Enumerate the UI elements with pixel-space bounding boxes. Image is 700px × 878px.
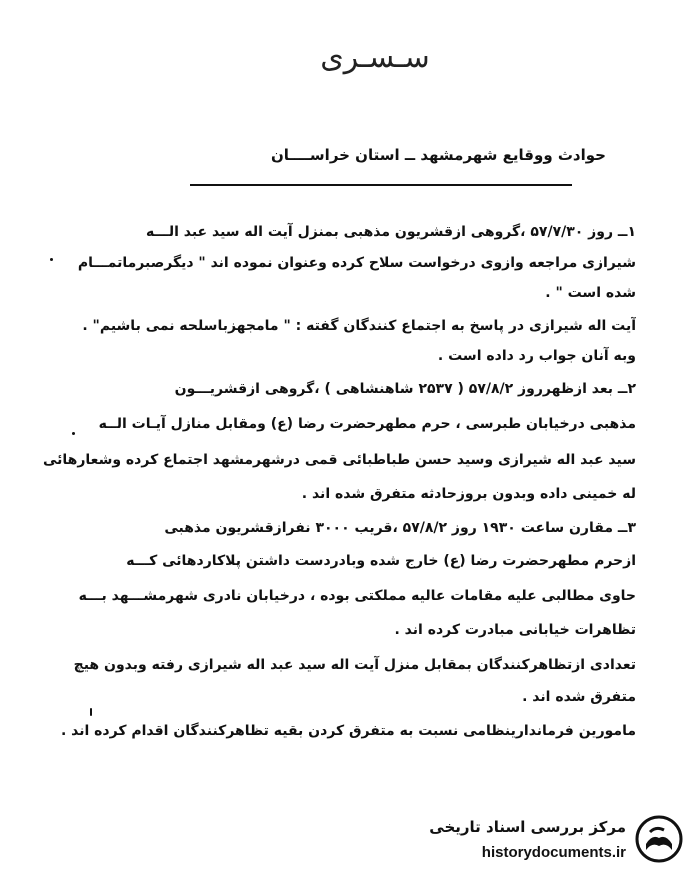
text-line: وبه آنان جواب رد داده است .	[437, 348, 636, 364]
text-line: متفرق شده اند .	[522, 689, 636, 705]
header-script: سـسـری	[320, 40, 430, 75]
ink-speck	[72, 432, 75, 435]
document-heading: حوادث ووقایع شهرمشهد ــ استان خراســــان	[270, 146, 606, 164]
text-line: شده است " .	[545, 285, 636, 301]
text-line: سید عبد اله شیرازی وسید حسن طباطبائی قمی درشهرمشهد اجتماع کرده وشعارهائی	[42, 452, 636, 468]
ink-speck	[50, 258, 53, 261]
text-line: ۳ــ مقارن ساعت ۱۹۳۰ روز ۵۷/۸/۲ ،قریب ۳۰۰۰ نفرازقشریون مذهبی	[164, 520, 636, 536]
ink-speck	[90, 708, 92, 716]
heading-underline	[190, 184, 572, 186]
text-line: حاوی مطالبی علیه مقامات عالیه مملکتی بوده ، درخیابان نادری شهرمشـــهد بـــه	[78, 588, 636, 604]
footer-title: مرکز بررسی اسناد تاریخی	[429, 818, 626, 836]
text-line: ازحرم مطهرحضرت رضا (ع) خارج شده وبادردست داشتن پلاکاردهائی کـــه	[126, 553, 636, 569]
text-line: شیرازی مراجعه وازوی درخواست سلاح کرده وعنوان نموده اند " دیگرصبرماتمـــام	[77, 255, 636, 271]
text-line: تعدادی ازتظاهرکنندگان بمقابل منزل آیت اله سید عبد اله شیرازی رفته وبدون هیچ	[73, 657, 636, 673]
footer-watermark	[420, 810, 690, 870]
book-icon	[634, 814, 684, 864]
text-line: مامورین فرماندارینظامی نسبت به متفرق کردن بقیه تظاهرکنندگان اقدام کرده اند .	[60, 723, 636, 739]
footer-url[interactable]: historydocuments.ir	[481, 844, 626, 861]
text-line: ۲ــ بعد ازظهرروز ۵۷/۸/۲ ( ۲۵۳۷ شاهنشاهی ) ،گروهی ازقشریـــون	[174, 381, 636, 397]
text-line: تظاهرات خیابانی مبادرت کرده اند .	[394, 622, 636, 638]
text-line: ۱ــ روز ۵۷/۷/۳۰ ،گروهی ازقشریون مذهبی بمنزل آیت اله سید عبد الـــه	[145, 224, 636, 240]
text-line: له خمینی داده وبدون بروزحادثه متفرق شده اند .	[301, 486, 636, 502]
text-line: مذهبی درخیابان طبرسی ، حرم مطهرحضرت رضا (ع) ومقابل منازل آیـات الــه	[98, 416, 636, 432]
text-line: آیت اله شیرازی در پاسخ به اجتماع کنندگان گفته : " مامجهزباسلحه نمی باشیم" .	[82, 318, 636, 334]
